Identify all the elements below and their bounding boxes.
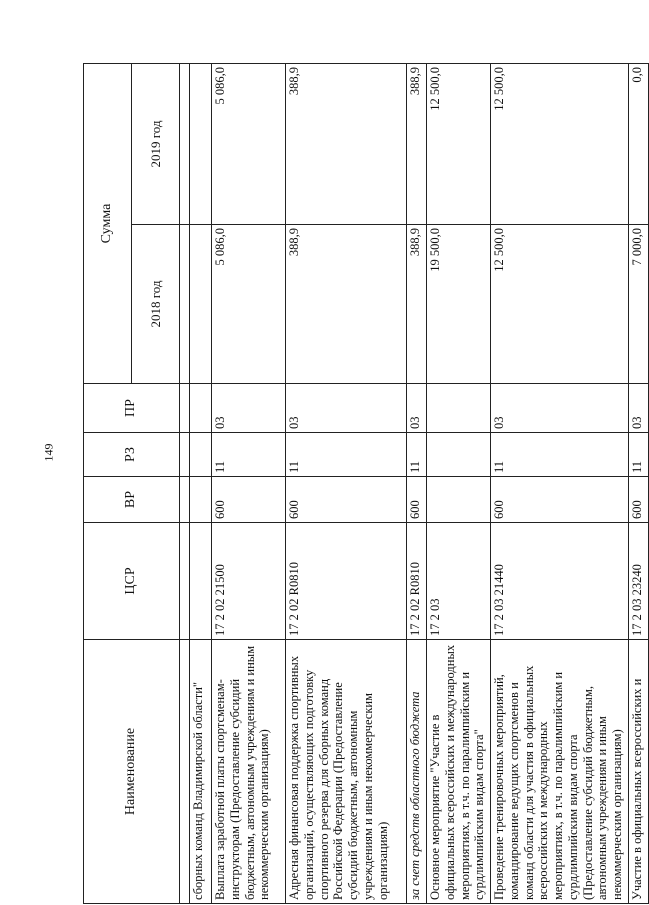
row-csr: 17 2 03 21440 bbox=[491, 523, 629, 640]
row-name: Адресная финансовая поддержка спортивных организаций, осуществляющих подготовку спортивного резерва для сборных команд Российской Федерации (Предоставление субсидий бюджетным, автономным учреждениям и иным некоммерческим организациям) bbox=[286, 640, 407, 904]
row-rz: 11 bbox=[407, 433, 427, 477]
table-row bbox=[190, 64, 212, 904]
row-rz: 11 bbox=[629, 433, 649, 477]
row-name: за счет средств областного бюджета bbox=[407, 640, 427, 904]
row-rz bbox=[427, 433, 491, 477]
row-rz: 11 bbox=[212, 433, 286, 477]
row-vr: 600 bbox=[491, 477, 629, 523]
row-name: сборных команд Владимирской области" bbox=[190, 640, 212, 904]
table-row bbox=[629, 64, 649, 904]
row-name: Основное мероприятие "Участие в официальных всероссийских и международных мероприятиях, в т.ч. по паралимпийским и сурдлимпийским видам спорта" bbox=[427, 640, 491, 904]
row-pr: 03 bbox=[629, 384, 649, 433]
header-vr: ВР bbox=[84, 477, 180, 523]
row-pr bbox=[427, 384, 491, 433]
table-row bbox=[286, 64, 407, 904]
header-rz: РЗ bbox=[84, 433, 180, 477]
row-sum-2019: 388,9 bbox=[407, 64, 427, 225]
row-sum-2018: 19 500,0 bbox=[427, 225, 491, 384]
spacer-cell bbox=[180, 64, 190, 225]
header-year-2018: 2018 год bbox=[132, 225, 180, 384]
row-vr: 600 bbox=[212, 477, 286, 523]
row-vr: 600 bbox=[407, 477, 427, 523]
table-row bbox=[491, 64, 629, 904]
budget-table bbox=[83, 63, 649, 904]
row-sum-2018: 388,9 bbox=[407, 225, 427, 384]
table-row bbox=[407, 64, 427, 904]
row-pr: 03 bbox=[212, 384, 286, 433]
row-sum-2019: 0,0 bbox=[629, 64, 649, 225]
row-csr: 17 2 03 23240 bbox=[629, 523, 649, 640]
row-rz: 11 bbox=[286, 433, 407, 477]
table-row bbox=[427, 64, 491, 904]
row-sum-2019 bbox=[190, 64, 212, 225]
header-name: Наименование bbox=[84, 640, 180, 904]
spacer-cell bbox=[180, 523, 190, 640]
header-sum: Сумма bbox=[84, 64, 132, 384]
row-sum-2018 bbox=[190, 225, 212, 384]
row-csr: 17 2 03 bbox=[427, 523, 491, 640]
table-row bbox=[212, 64, 286, 904]
spacer-cell bbox=[180, 384, 190, 433]
row-csr: 17 2 02 R0810 bbox=[407, 523, 427, 640]
row-name: Проведение тренировочных мероприятий, командирование ведущих спортсменов и команд области для участия в официальных всероссийских и международных мероприятиях, в т.ч. по паралимпийским и сурдлимпийским видам спорта (Предоставление субсидий бюджетным, автономным учреждениям и иным некоммерческим организациям) bbox=[491, 640, 629, 904]
header-csr: ЦСР bbox=[84, 523, 180, 640]
row-sum-2018: 12 500,0 bbox=[491, 225, 629, 384]
row-name: Участие в официальных всероссийских и bbox=[629, 640, 649, 904]
header-year-2019: 2019 год bbox=[132, 64, 180, 225]
spacer-cell bbox=[180, 477, 190, 523]
row-sum-2018: 7 000,0 bbox=[629, 225, 649, 384]
row-vr bbox=[190, 477, 212, 523]
row-vr: 600 bbox=[286, 477, 407, 523]
row-pr: 03 bbox=[407, 384, 427, 433]
row-csr: 17 2 02 R0810 bbox=[286, 523, 407, 640]
row-vr: 600 bbox=[629, 477, 649, 523]
row-sum-2019: 12 500,0 bbox=[491, 64, 629, 225]
row-sum-2018: 5 086,0 bbox=[212, 225, 286, 384]
spacer-cell bbox=[180, 640, 190, 904]
row-vr bbox=[427, 477, 491, 523]
row-rz bbox=[190, 433, 212, 477]
row-pr bbox=[190, 384, 212, 433]
row-sum-2019: 12 500,0 bbox=[427, 64, 491, 225]
spacer-cell bbox=[180, 433, 190, 477]
row-rz: 11 bbox=[491, 433, 629, 477]
row-pr: 03 bbox=[491, 384, 629, 433]
row-sum-2019: 388,9 bbox=[286, 64, 407, 225]
row-pr: 03 bbox=[286, 384, 407, 433]
row-name: Выплата заработной платы спортсменам-инструкторам (Предоставление субсидий бюджетным, автономным учреждениям и иным некоммерческим организациям) bbox=[212, 640, 286, 904]
row-csr: 17 2 02 21500 bbox=[212, 523, 286, 640]
row-sum-2019: 5 086,0 bbox=[212, 64, 286, 225]
row-csr bbox=[190, 523, 212, 640]
rotated-budget-table-container bbox=[83, 64, 644, 904]
spacer-cell bbox=[180, 225, 190, 384]
page-number: 149 bbox=[41, 443, 56, 462]
row-sum-2018: 388,9 bbox=[286, 225, 407, 384]
header-pr: ПР bbox=[84, 384, 180, 433]
